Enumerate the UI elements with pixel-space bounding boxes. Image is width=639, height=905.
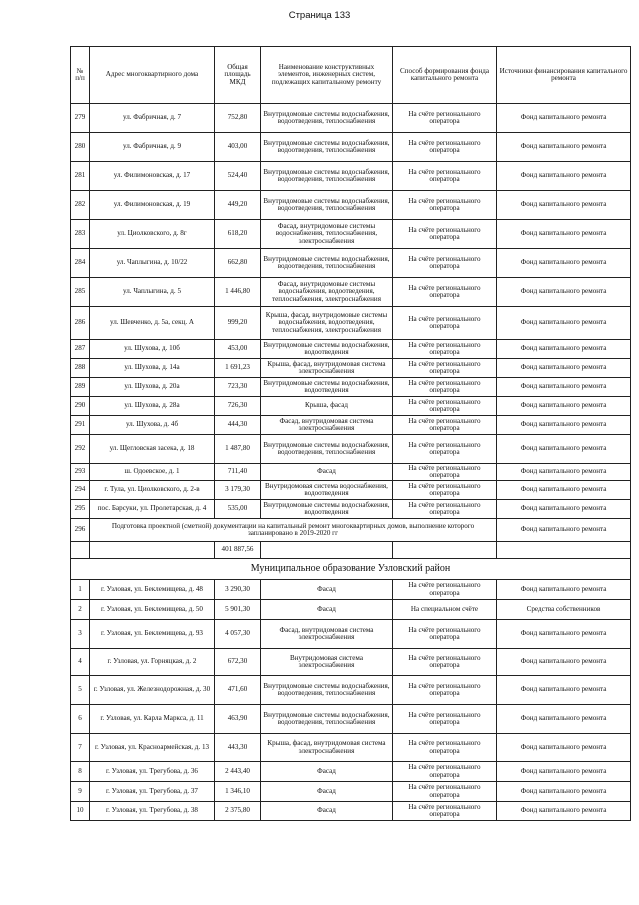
row-source: Фонд капитального ремонта <box>497 220 631 249</box>
row-num: 282 <box>71 191 90 220</box>
row-elements: Внутридомовая система водоснабжения, водоотведения <box>261 481 393 500</box>
row-source: Фонд капитального ремонта <box>497 464 631 481</box>
row-elements: Фасад <box>261 782 393 802</box>
row-num: 3 <box>71 620 90 649</box>
row-source: Фонд капитального ремонта <box>497 705 631 734</box>
row-method: На счёте регионального оператора <box>393 620 497 649</box>
row-address: г. Узловая, ул. Беклемищева, д. 48 <box>90 580 215 600</box>
row-area: 403,00 <box>215 133 261 162</box>
row-num: 6 <box>71 705 90 734</box>
table-row <box>71 162 631 191</box>
row-address: ул. Филимоновская, д. 17 <box>90 162 215 191</box>
row-address: ул. Шухова, д. 10б <box>90 340 215 359</box>
row-source: Фонд капитального ремонта <box>497 249 631 278</box>
row-elements: Фасад, внутридомовая система электроснабжения <box>261 620 393 649</box>
row-num: 285 <box>71 278 90 307</box>
row-area: 618,20 <box>215 220 261 249</box>
total-empty-source <box>497 542 631 559</box>
row-address: ул. Шухова, д. 28а <box>90 397 215 416</box>
row-method: На счёте регионального оператора <box>393 249 497 278</box>
row-source: Фонд капитального ремонта <box>497 676 631 705</box>
row-area: 752,80 <box>215 104 261 133</box>
row-source: Фонд капитального ремонта <box>497 191 631 220</box>
row-elements: Внутридомовые системы водоснабжения, водоотведения, теплоснабжения <box>261 249 393 278</box>
row-source: Фонд капитального ремонта <box>497 359 631 378</box>
row-elements: Внутридомовые системы водоснабжения, водоотведения, теплоснабжения <box>261 435 393 464</box>
row-area: 535,00 <box>215 500 261 519</box>
row-num: 288 <box>71 359 90 378</box>
row-num: 279 <box>71 104 90 133</box>
table-row <box>71 734 631 762</box>
row-area: 1 487,80 <box>215 435 261 464</box>
row-method: На счёте регионального оператора <box>393 705 497 734</box>
row-num: 294 <box>71 481 90 500</box>
row-elements: Внутридомовые системы водоснабжения, водоотведения, теплоснабжения <box>261 676 393 705</box>
table-row-296 <box>71 519 631 542</box>
row-method: На счёте регионального оператора <box>393 307 497 340</box>
table-row <box>71 133 631 162</box>
row-address: ул. Чаплыгина, д. 5 <box>90 278 215 307</box>
row-address: пос. Барсуки, ул. Пролетарская, д. 4 <box>90 500 215 519</box>
table-row <box>71 762 631 782</box>
table-row <box>71 104 631 133</box>
row-area: 524,40 <box>215 162 261 191</box>
row-address: г. Узловая, ул. Беклемищева, д. 50 <box>90 600 215 620</box>
row-elements: Фасад <box>261 464 393 481</box>
design-docs-cell: Подготовка проектной (сметной) документации на капитальный ремонт многоквартирных домов, выполнение которого запланировано в 2019-2020 гг <box>90 519 497 542</box>
row-address: ул. Шухова, д. 20а <box>90 378 215 397</box>
table-row <box>71 397 631 416</box>
row-area: 726,30 <box>215 397 261 416</box>
row-source: Фонд капитального ремонта <box>497 340 631 359</box>
row-source: Фонд капитального ремонта <box>497 104 631 133</box>
row-area: 3 290,30 <box>215 580 261 600</box>
row-elements: Внутридомовые системы водоснабжения, водоотведения, теплоснабжения <box>261 191 393 220</box>
table-row <box>71 676 631 705</box>
row-num: 9 <box>71 782 90 802</box>
total-row <box>71 542 631 559</box>
row-num: 286 <box>71 307 90 340</box>
table-row <box>71 191 631 220</box>
row-source: Фонд капитального ремонта <box>497 133 631 162</box>
table-row <box>71 620 631 649</box>
row-num: 291 <box>71 416 90 435</box>
row-source: Фонд капитального ремонта <box>497 278 631 307</box>
row-address: г. Узловая, ул. Трегубова, д. 37 <box>90 782 215 802</box>
total-empty-address <box>90 542 215 559</box>
row-method: На счёте регионального оператора <box>393 500 497 519</box>
row-source: Фонд капитального ремонта <box>497 481 631 500</box>
table-body-part1 <box>71 104 631 519</box>
header-method: Способ формирования фонда капитального ремонта <box>393 47 497 104</box>
row-num: 1 <box>71 580 90 600</box>
row-num: 296 <box>71 519 90 542</box>
row-method: На счёте регионального оператора <box>393 220 497 249</box>
total-empty-elements <box>261 542 393 559</box>
row-source: Фонд капитального ремонта <box>497 620 631 649</box>
row-address: г. Тула, ул. Циолковского, д. 2-в <box>90 481 215 500</box>
row-elements: Фасад, внутридомовые системы водоснабжения, теплоснабжения, электроснабжения <box>261 220 393 249</box>
row-method: На счёте регионального оператора <box>393 435 497 464</box>
row-elements: Внутридомовые системы водоснабжения, водоотведения <box>261 378 393 397</box>
row-num: 295 <box>71 500 90 519</box>
row-area: 2 375,80 <box>215 802 261 821</box>
row-method: На счёте регионального оператора <box>393 649 497 676</box>
row-method: На счёте регионального оператора <box>393 191 497 220</box>
row-elements: Внутридомовые системы водоснабжения, водоотведения <box>261 500 393 519</box>
row-address: г. Узловая, ул. Трегубова, д. 36 <box>90 762 215 782</box>
table-row <box>71 802 631 821</box>
row-address: г. Узловая, ул. Беклемищева, д. 93 <box>90 620 215 649</box>
row-num: 5 <box>71 676 90 705</box>
row-area: 449,20 <box>215 191 261 220</box>
row-address: ул. Чаплыгина, д. 10/22 <box>90 249 215 278</box>
row-method: На счёте регионального оператора <box>393 162 497 191</box>
row-method: На счёте регионального оператора <box>393 378 497 397</box>
table-body-part2 <box>71 580 631 821</box>
row-num: 10 <box>71 802 90 821</box>
row-elements: Внутридомовые системы водоснабжения, водоотведения, теплоснабжения <box>261 705 393 734</box>
row-area: 999,20 <box>215 307 261 340</box>
table-row <box>71 307 631 340</box>
row-area: 471,60 <box>215 676 261 705</box>
table-row <box>71 500 631 519</box>
table-row <box>71 782 631 802</box>
table-row <box>71 249 631 278</box>
row-elements: Крыша, фасад, внутридомовые системы водоснабжения, водоотведения, теплоснабжения, электроснабжения <box>261 307 393 340</box>
table-row <box>71 416 631 435</box>
row-address: г. Узловая, ул. Карла Маркса, д. 11 <box>90 705 215 734</box>
row-source: Фонд капитального ремонта <box>497 397 631 416</box>
row-method: На счёте регионального оператора <box>393 278 497 307</box>
row-elements: Внутридомовые системы водоснабжения, водоотведения, теплоснабжения <box>261 162 393 191</box>
total-empty-num <box>71 542 90 559</box>
row-method: На счёте регионального оператора <box>393 340 497 359</box>
row-source: Средства собственников <box>497 600 631 620</box>
row-num: 7 <box>71 734 90 762</box>
row-method: На счёте регионального оператора <box>393 133 497 162</box>
row-area: 444,30 <box>215 416 261 435</box>
row-source: Фонд капитального ремонта <box>497 307 631 340</box>
row-source: Фонд капитального ремонта <box>497 782 631 802</box>
row-source: Фонд капитального ремонта <box>497 580 631 600</box>
row-address: г. Узловая, ул. Трегубова, д. 38 <box>90 802 215 821</box>
row-elements: Фасад <box>261 600 393 620</box>
row-elements: Фасад <box>261 762 393 782</box>
row-elements: Внутридомовые системы водоснабжения, водоотведения, теплоснабжения <box>261 104 393 133</box>
row-area: 662,80 <box>215 249 261 278</box>
table-header-row <box>71 47 631 104</box>
row-area: 672,30 <box>215 649 261 676</box>
table-row <box>71 220 631 249</box>
row-method: На счёте регионального оператора <box>393 782 497 802</box>
row-source: Фонд капитального ремонта <box>497 519 631 542</box>
capital-repair-table <box>70 46 631 821</box>
table-row <box>71 378 631 397</box>
row-elements: Фасад, внутридомовые системы водоснабжения, водоотведения, теплоснабжения, электроснабжения <box>261 278 393 307</box>
row-method: На счёте регионального оператора <box>393 481 497 500</box>
header-area: Общая площадь МКД <box>215 47 261 104</box>
row-method: На специальном счёте <box>393 600 497 620</box>
row-source: Фонд капитального ремонта <box>497 500 631 519</box>
row-area: 1 446,80 <box>215 278 261 307</box>
row-num: 284 <box>71 249 90 278</box>
row-method: На счёте регионального оператора <box>393 397 497 416</box>
table-row <box>71 649 631 676</box>
row-method: На счёте регионального оператора <box>393 580 497 600</box>
section-row <box>71 559 631 580</box>
row-area: 5 901,30 <box>215 600 261 620</box>
row-source: Фонд капитального ремонта <box>497 416 631 435</box>
total-area: 401 887,56 <box>215 542 261 559</box>
table-row <box>71 278 631 307</box>
row-elements: Крыша, фасад <box>261 397 393 416</box>
row-num: 292 <box>71 435 90 464</box>
row-source: Фонд капитального ремонта <box>497 649 631 676</box>
row-area: 1 346,10 <box>215 782 261 802</box>
row-method: На счёте регионального оператора <box>393 104 497 133</box>
row-elements: Фасад <box>261 580 393 600</box>
row-area: 2 443,40 <box>215 762 261 782</box>
table-row <box>71 705 631 734</box>
table-body-middle <box>71 519 631 580</box>
row-method: На счёте регионального оператора <box>393 359 497 378</box>
row-method: На счёте регионального оператора <box>393 762 497 782</box>
row-source: Фонд капитального ремонта <box>497 762 631 782</box>
row-method: На счёте регионального оператора <box>393 416 497 435</box>
row-elements: Фасад, внутридомовая система электроснабжения <box>261 416 393 435</box>
row-address: ул. Циолковского, д. 8г <box>90 220 215 249</box>
row-num: 283 <box>71 220 90 249</box>
row-num: 4 <box>71 649 90 676</box>
table-row <box>71 340 631 359</box>
row-elements: Крыша, фасад, внутридомовая система электроснабжения <box>261 359 393 378</box>
row-source: Фонд капитального ремонта <box>497 734 631 762</box>
row-area: 1 691,23 <box>215 359 261 378</box>
row-source: Фонд капитального ремонта <box>497 802 631 821</box>
row-elements: Внутридомовые системы водоснабжения, водоотведения, теплоснабжения <box>261 133 393 162</box>
row-address: ул. Филимоновская, д. 19 <box>90 191 215 220</box>
row-address: ш. Одоевское, д. 1 <box>90 464 215 481</box>
row-address: г. Узловая, ул. Железнодорожная, д. 30 <box>90 676 215 705</box>
row-address: ул. Шевченко, д. 5а, секц. А <box>90 307 215 340</box>
table-row <box>71 481 631 500</box>
header-num: № п/п <box>71 47 90 104</box>
section-title: Муниципальное образование Узловский район <box>71 559 631 580</box>
header-address: Адрес многоквартирного дома <box>90 47 215 104</box>
row-area: 453,00 <box>215 340 261 359</box>
row-area: 711,40 <box>215 464 261 481</box>
row-area: 3 179,30 <box>215 481 261 500</box>
row-num: 293 <box>71 464 90 481</box>
row-elements: Крыша, фасад, внутридомовая система электроснабжения <box>261 734 393 762</box>
row-address: ул. Щегловская засека, д. 18 <box>90 435 215 464</box>
row-num: 8 <box>71 762 90 782</box>
row-area: 443,30 <box>215 734 261 762</box>
row-address: ул. Шухова, д. 14а <box>90 359 215 378</box>
header-elements: Наименование конструктивных элементов, инженерных систем, подлежащих капитальному ремонту <box>261 47 393 104</box>
row-num: 2 <box>71 600 90 620</box>
row-elements: Внутридомовые системы водоснабжения, водоотведения <box>261 340 393 359</box>
row-address: г. Узловая, ул. Красноармейская, д. 13 <box>90 734 215 762</box>
row-address: ул. Шухова, д. 4б <box>90 416 215 435</box>
header-source: Источники финансирования капитального ремонта <box>497 47 631 104</box>
row-elements: Фасад <box>261 802 393 821</box>
row-num: 281 <box>71 162 90 191</box>
total-empty-method <box>393 542 497 559</box>
row-source: Фонд капитального ремонта <box>497 378 631 397</box>
table-row <box>71 600 631 620</box>
row-address: г. Узловая, ул. Горняцкая, д. 2 <box>90 649 215 676</box>
row-num: 290 <box>71 397 90 416</box>
row-address: ул. Фабричная, д. 9 <box>90 133 215 162</box>
table-row <box>71 359 631 378</box>
page-header: Страница 133 <box>288 10 351 21</box>
row-area: 463,90 <box>215 705 261 734</box>
row-area: 723,30 <box>215 378 261 397</box>
row-method: На счёте регионального оператора <box>393 802 497 821</box>
row-address: ул. Фабричная, д. 7 <box>90 104 215 133</box>
row-elements: Внутридомовая система электроснабжения <box>261 649 393 676</box>
row-num: 289 <box>71 378 90 397</box>
table-row <box>71 580 631 600</box>
row-num: 280 <box>71 133 90 162</box>
row-method: На счёте регионального оператора <box>393 676 497 705</box>
row-num: 287 <box>71 340 90 359</box>
row-source: Фонд капитального ремонта <box>497 435 631 464</box>
row-method: На счёте регионального оператора <box>393 464 497 481</box>
table-row <box>71 435 631 464</box>
row-area: 4 057,30 <box>215 620 261 649</box>
row-method: На счёте регионального оператора <box>393 734 497 762</box>
table-row <box>71 464 631 481</box>
row-source: Фонд капитального ремонта <box>497 162 631 191</box>
